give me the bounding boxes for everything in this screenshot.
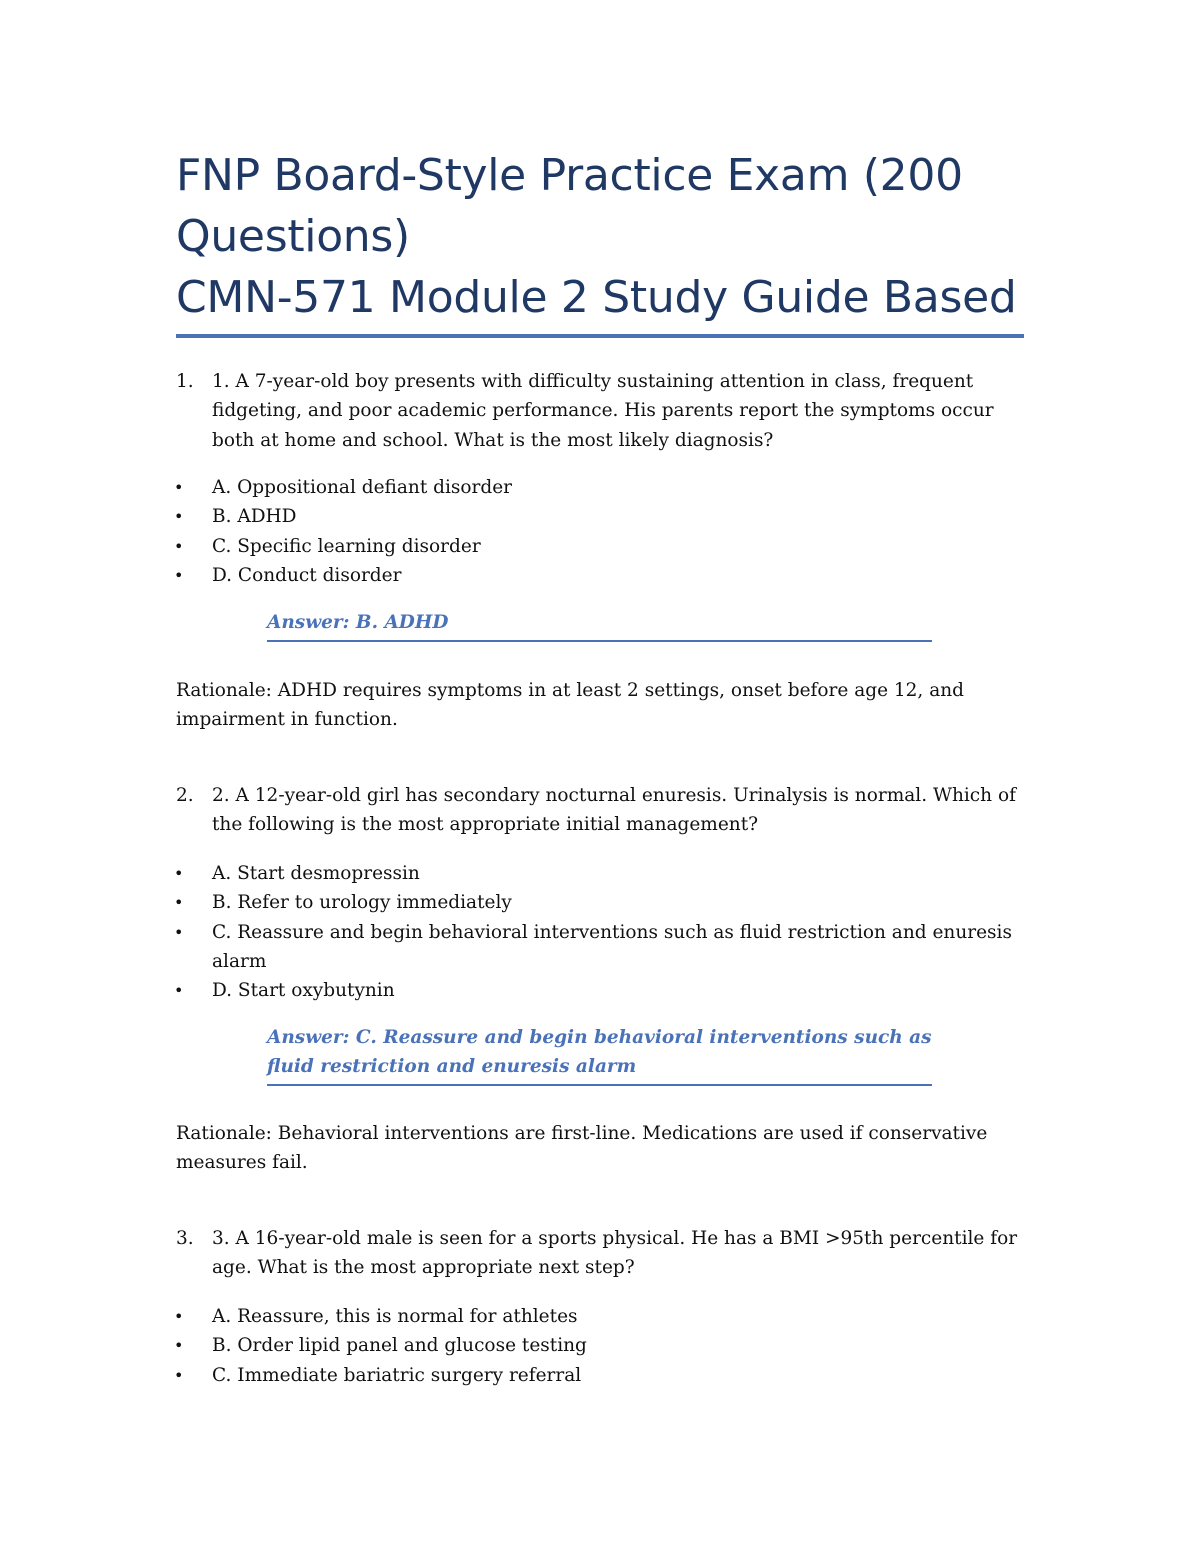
option-label: A. Reassure, this is normal for athletes bbox=[212, 1306, 578, 1327]
question-text: 3. A 16-year-old male is seen for a sports physical. He has a BMI >95th percentile for age. What is the most appropriate next step? bbox=[212, 1228, 1018, 1279]
bullet-icon: • bbox=[174, 536, 184, 556]
bullet-icon: • bbox=[174, 478, 184, 497]
option-item bbox=[0, 976, 1012, 1005]
option-label: D. Start oxybutynin bbox=[212, 980, 395, 1002]
option-item bbox=[0, 502, 1012, 531]
answer-divider bbox=[267, 1084, 932, 1086]
bullet-icon: • bbox=[174, 922, 184, 942]
option-item bbox=[0, 859, 1012, 888]
question-number: 1. bbox=[176, 371, 194, 392]
option-label: B. Refer to urology immediately bbox=[212, 892, 512, 914]
option-label: B. Order lipid panel and glucose testing bbox=[212, 1335, 587, 1357]
option-item bbox=[0, 1331, 1012, 1360]
option-item bbox=[0, 532, 1012, 561]
bullet-icon: • bbox=[174, 1365, 184, 1385]
option-label: C. Reassure and begin behavioral interventions such as fluid restriction and enuresis alarm bbox=[212, 921, 1012, 972]
question-number: 2. bbox=[176, 785, 194, 806]
option-item bbox=[0, 918, 1012, 977]
answer-divider bbox=[267, 640, 932, 642]
option-item bbox=[0, 473, 1012, 502]
question-2-options bbox=[0, 859, 1200, 1005]
question-number: 3. bbox=[176, 1228, 194, 1249]
option-label: B. ADHD bbox=[212, 506, 297, 528]
rationale-text: Rationale: ADHD requires symptoms in at least 2 settings, onset before age 12, and impairment in function. bbox=[176, 680, 964, 731]
option-item bbox=[0, 1361, 1012, 1390]
option-label: C. Immediate bariatric surgery referral bbox=[212, 1364, 582, 1386]
option-label: A. Oppositional defiant disorder bbox=[212, 477, 513, 498]
document-title bbox=[176, 145, 1024, 328]
answer-text: Answer: C. Reassure and begin behavioral interventions such as fluid restriction and enuresis alarm bbox=[267, 1027, 932, 1077]
answer-text: Answer: B. ADHD bbox=[267, 612, 449, 633]
bullet-icon: • bbox=[174, 507, 184, 527]
bullet-icon: • bbox=[174, 981, 184, 1001]
question-text: 1. A 7-year-old boy presents with difficulty sustaining attention in class, frequent fidgeting, and poor academic performance. His parents report the symptoms occur both at home and school. What is the most likely diagnosis? bbox=[212, 371, 994, 451]
title-line-1: FNP Board-Style Practice Exam (200 bbox=[176, 150, 963, 201]
bullet-icon: • bbox=[174, 565, 184, 585]
option-item bbox=[0, 561, 1012, 590]
bullet-icon: • bbox=[174, 1336, 184, 1356]
option-label: C. Specific learning disorder bbox=[212, 535, 481, 557]
question-3-options bbox=[0, 1302, 1200, 1390]
option-item bbox=[0, 888, 1012, 917]
option-label: D. Conduct disorder bbox=[212, 564, 402, 586]
question-1-options bbox=[0, 473, 1200, 590]
option-label: A. Start desmopressin bbox=[212, 863, 420, 884]
bullet-icon: • bbox=[174, 1307, 184, 1326]
bullet-icon: • bbox=[174, 864, 184, 883]
title-divider bbox=[176, 334, 1024, 338]
option-item bbox=[0, 1302, 1012, 1331]
title-line-3: CMN-571 Module 2 Study Guide Based bbox=[176, 272, 1017, 323]
rationale-text: Rationale: Behavioral interventions are first-line. Medications are used if conservative measures fail. bbox=[176, 1123, 988, 1174]
title-line-2: Questions) bbox=[176, 211, 410, 262]
question-text: 2. A 12-year-old girl has secondary nocturnal enuresis. Urinalysis is normal. Which of the following is the most appropriate initial management? bbox=[212, 785, 1016, 836]
bullet-icon: • bbox=[174, 893, 184, 913]
